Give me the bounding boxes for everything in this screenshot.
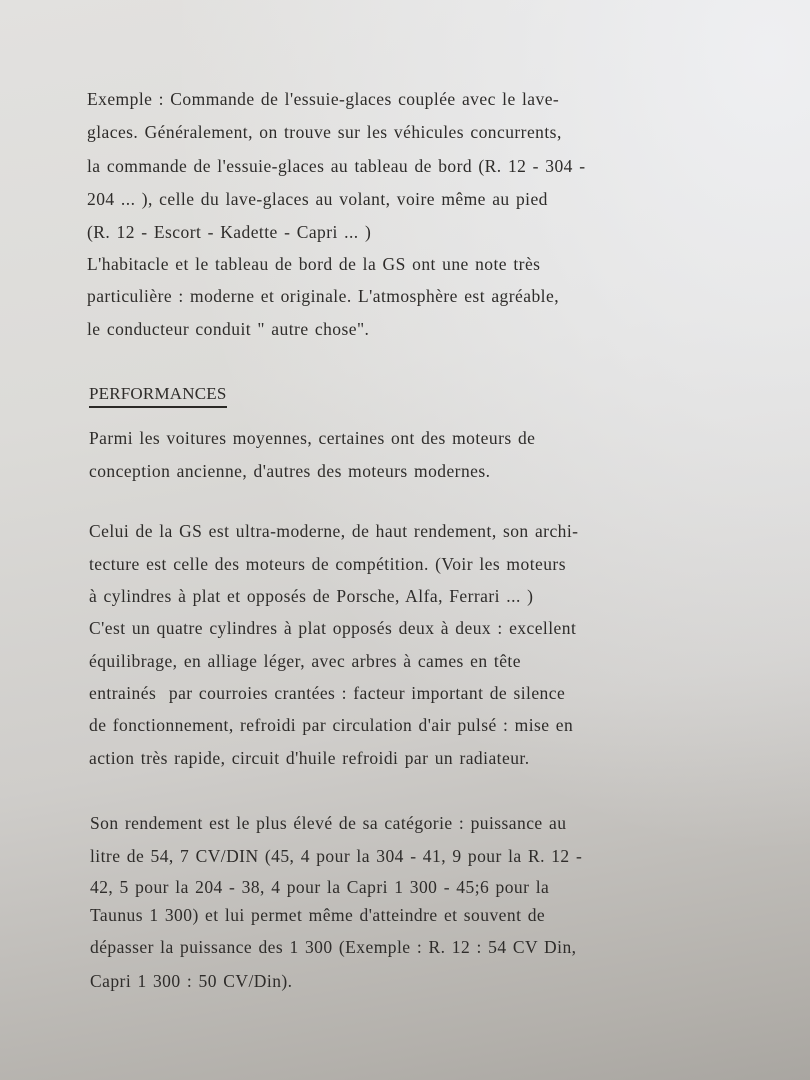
text-line: Exemple : Commande de l'essuie-glaces couplée avec le lave-	[87, 89, 560, 109]
text-line: Taunus 1 300) et lui permet même d'atteindre et souvent de	[90, 905, 546, 925]
text-line: Parmi les voitures moyennes, certaines ont des moteurs de	[89, 428, 536, 448]
text-line: tecture est celle des moteurs de compétition. (Voir les moteurs	[89, 554, 566, 574]
text-line: de fonctionnement, refroidi par circulation d'air pulsé : mise en	[89, 715, 574, 735]
text-line: litre de 54, 7 CV/DIN (45, 4 pour la 304 - 41, 9 pour la R. 12 -	[90, 846, 583, 866]
text-line: Son rendement est le plus élevé de sa catégorie : puissance au	[90, 813, 567, 833]
text-line: dépasser la puissance des 1 300 (Exemple : R. 12 : 54 CV Din,	[90, 937, 577, 957]
text-line: Celui de la GS est ultra-moderne, de haut rendement, son archi-	[89, 521, 579, 541]
text-line: équilibrage, en alliage léger, avec arbres à cames en tête	[89, 651, 521, 671]
text-line: (R. 12 - Escort - Kadette - Capri ... )	[87, 222, 372, 242]
text-line: Capri 1 300 : 50 CV/Din).	[90, 971, 293, 991]
text-line: le conducteur conduit " autre chose".	[87, 319, 370, 339]
section-heading-performances: PERFORMANCES	[89, 383, 227, 408]
text-line: la commande de l'essuie-glaces au tableau de bord (R. 12 - 304 -	[87, 156, 586, 176]
text-line: conception ancienne, d'autres des moteurs modernes.	[89, 461, 491, 481]
text-line: 204 ... ), celle du lave-glaces au volant, voire même au pied	[87, 189, 548, 209]
text-line: entrainés par courroies crantées : facteur important de silence	[89, 683, 566, 703]
text-line: C'est un quatre cylindres à plat opposés deux à deux : excellent	[89, 618, 577, 638]
text-line: glaces. Généralement, on trouve sur les véhicules concurrents,	[87, 122, 562, 142]
text-line: à cylindres à plat et opposés de Porsche, Alfa, Ferrari ... )	[89, 586, 534, 606]
text-line: 42, 5 pour la 204 - 38, 4 pour la Capri 1 300 - 45;6 pour la	[90, 877, 550, 897]
text-line: action très rapide, circuit d'huile refroidi par un radiateur.	[89, 748, 530, 768]
text-line: L'habitacle et le tableau de bord de la GS ont une note très	[87, 254, 541, 274]
text-line: particulière : moderne et originale. L'atmosphère est agréable,	[87, 286, 560, 306]
